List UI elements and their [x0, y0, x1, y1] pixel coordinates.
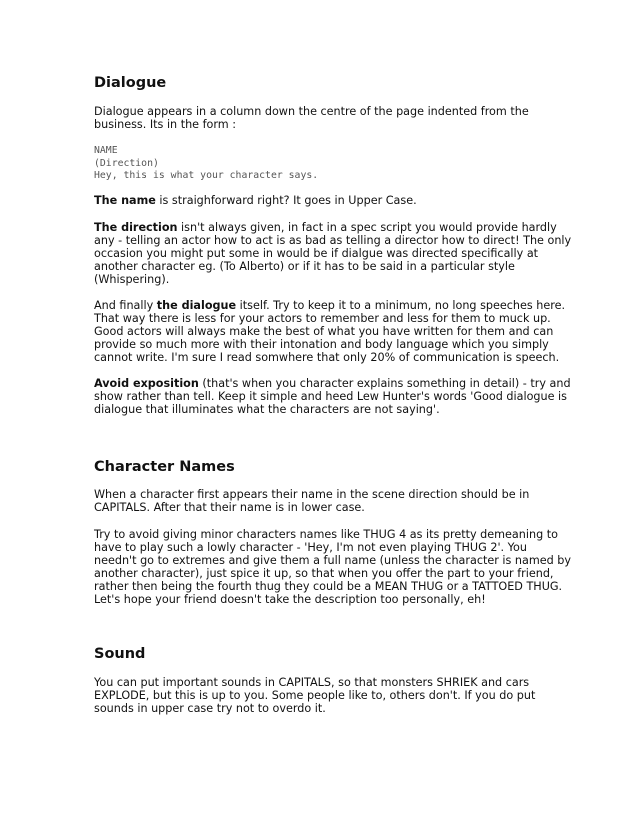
- direction-paragraph: [94, 221, 572, 287]
- name-term: The name: [94, 194, 156, 207]
- text-line: rather then being the fourth thug they could be a MEAN THUG or a TATTOED THUG.: [94, 579, 563, 593]
- text-line: isn't always given, in fact in a spec script you would provide hardly: [177, 221, 557, 234]
- text-line: show rather than tell. Keep it simple and heed Lew Hunter's words 'Good dialogue is: [94, 389, 567, 403]
- text-line: another character), just spice it up, so that when you offer the part to your friend,: [94, 566, 554, 580]
- name-paragraph: [94, 195, 554, 208]
- text-line: any - telling an actor how to act is as bad as telling a director how to direct! The only: [94, 233, 572, 247]
- exposition-term: Avoid exposition: [94, 377, 199, 390]
- example-direction: (Direction): [94, 157, 159, 169]
- text-line: CAPITALS. After that their name is in lower case.: [94, 500, 365, 514]
- text-line: When a character first appears their name in the scene direction should be in: [94, 488, 530, 501]
- text-line: (that's when you character explains something in detail) - try and: [198, 377, 571, 390]
- text-line: Try to avoid giving minor characters names like THUG 4 as its pretty demeaning to: [94, 528, 558, 541]
- text-line: And finally: [94, 299, 157, 312]
- text-line: business. Its in the form :: [94, 117, 237, 131]
- text-line: You can put important sounds in CAPITALS, so that monsters SHRIEK and cars: [94, 676, 530, 689]
- text-line: itself. Try to keep it to a minimum, no long speeches here.: [236, 299, 566, 312]
- character-names-paragraph-1: [94, 489, 554, 515]
- heading-character-names: Character Names: [94, 459, 235, 475]
- text-line: another character eg. (To Alberto) or if it has to be said in a particular style: [94, 259, 515, 273]
- text-line: dialogue that illuminates what the characters are not saying'.: [94, 402, 440, 416]
- name-text: is straighforward right? It goes in Upper Case.: [155, 194, 417, 207]
- text-line: Good actors will always make the best of what you have written for them and can: [94, 324, 554, 338]
- text-line: provide so much more with their intonation and body language which you simply: [94, 337, 549, 351]
- dialogue-example: [94, 145, 318, 183]
- exposition-paragraph: [94, 377, 571, 417]
- text-line: Dialogue appears in a column down the centre of the page indented from the: [94, 105, 529, 118]
- heading-sound: Sound: [94, 646, 146, 662]
- dialogue-term: the dialogue: [156, 299, 237, 312]
- text-line: That way there is less for your actors to remember and less for them to muck up.: [94, 311, 551, 325]
- text-line: Let's hope your friend doesn't take the description too personally, eh!: [94, 592, 486, 606]
- text-line: (Whispering).: [94, 272, 170, 286]
- direction-term: The direction: [94, 221, 178, 234]
- text-line: sounds in upper case try not to overdo it.: [94, 701, 326, 715]
- example-line: Hey, this is what your character says.: [94, 170, 319, 182]
- character-names-paragraph-2: [94, 528, 572, 606]
- sound-paragraph: [94, 677, 554, 716]
- text-line: have to play such a lowly character - 'Hey, I'm not even playing THUG 2'. You: [94, 540, 527, 554]
- text-line: needn't go to extremes and give them a full name (unless the character is named by: [94, 553, 572, 567]
- finally-paragraph: [94, 299, 566, 365]
- example-name: NAME: [94, 145, 118, 156]
- text-line: EXPLODE, but this is up to you. Some people like to, others don't. If you do put: [94, 688, 536, 702]
- text-line: occasion you might put some in would be if dialgue was directed specifically at: [94, 246, 539, 260]
- dialogue-intro: [94, 106, 554, 132]
- heading-dialogue: Dialogue: [94, 75, 167, 91]
- text-line: cannot write. I'm sure I read somwhere that only 20% of communication is speech.: [94, 350, 560, 364]
